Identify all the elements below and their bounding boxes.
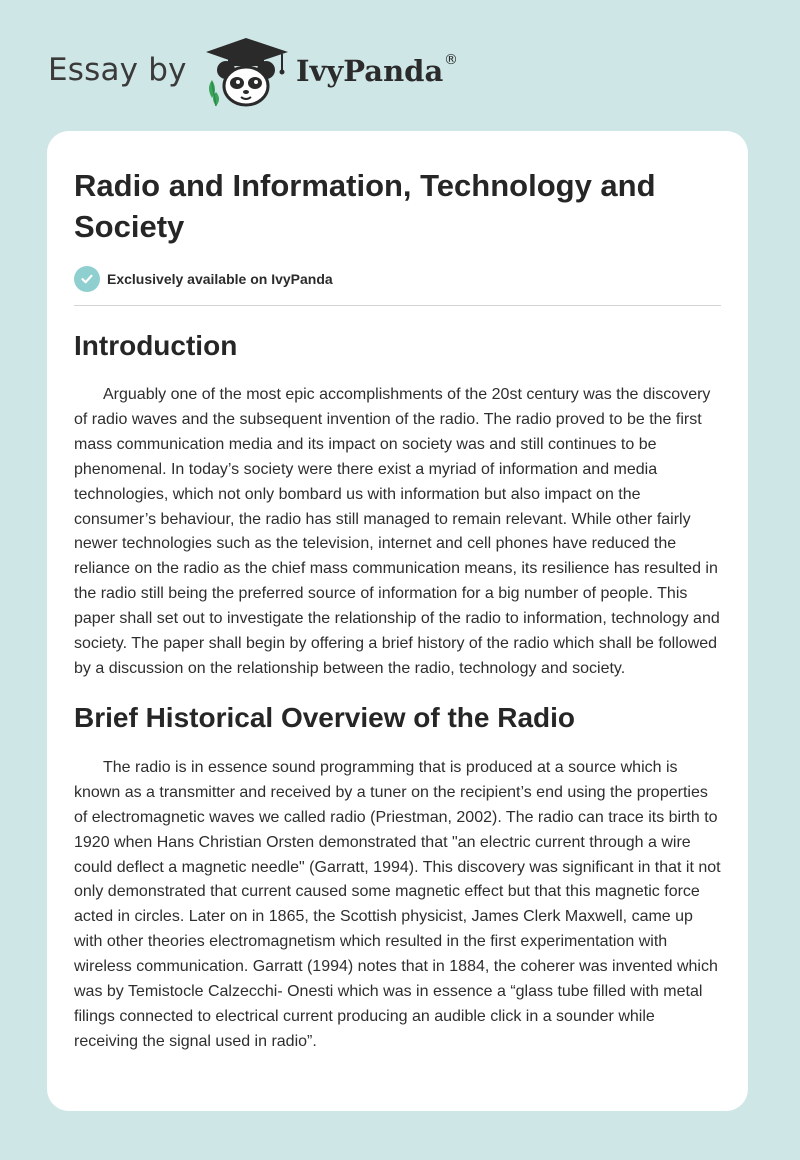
section-body-historical-overview: The radio is in essence sound programming that is produced at a source which is known as a transmitter and received by a tuner on the recipient’s end using the properties of electromagnetic waves we called radio (Priestman, 2002). The radio can trace its birth to 1920 when Hans Christian Orsten demonstrated that "an electric current through a wire could deflect a magnetic needle" (Garratt, 1994). This discovery was significant in that it not only demonstrated that current caused some magnetic effect but that this magnetic force acted in circles. Later on in 1865, the Scottish physicist, James Clerk Maxwell, came up with other theories electromagnetism which resulted in the first experimentation with wireless communication. Garratt (1994) notes that in 1884, the coherer was invented which was by Temistocle Calzecchi- Onesti which was in essence a “glass tube filled with metal filings connected to electrical current producing an audible click in a sounder while receiving the signal used in radio”. bbox=[74, 758, 721, 1050]
section-heading-introduction: Introduction bbox=[74, 330, 238, 361]
essay-card bbox=[47, 131, 748, 1111]
site-header bbox=[0, 0, 800, 130]
title-divider bbox=[74, 305, 721, 306]
section-body-introduction: Arguably one of the most epic accomplishments of the 20st century was the discovery of radio waves and the subsequent invention of the radio. The radio proved to be the first mass communication media and its impact on society was and still continues to be phenomenal. In today’s society were there exist a myriad of information and media technologies, which not only bombard us with information but also impact on the consumer’s behaviour, the radio has still managed to remain relevant. While other fairly newer technologies such as the television, internet and cell phones have reduced the reliance on the radio as the chief mass communication means, its resilience has resulted in the radio still being the preferred source of information for a big number of people. This paper shall set out to investigate the relationship of the radio to information, technology and society. The paper shall begin by offering a brief history of the radio which shall be followed by a discussion on the relationship between the radio, technology and society. bbox=[74, 386, 720, 677]
brand-prefix: Essay by bbox=[48, 52, 187, 88]
panda-graduate-logo-icon[interactable] bbox=[202, 36, 292, 108]
registered-mark: ® bbox=[444, 52, 458, 68]
exclusive-badge-text: Exclusively available on IvyPanda bbox=[107, 270, 333, 287]
essay-title: Radio and Information, Technology and Society bbox=[74, 168, 656, 244]
brand-name[interactable]: IvyPanda bbox=[296, 54, 444, 88]
section-heading-historical-overview: Brief Historical Overview of the Radio bbox=[74, 701, 576, 733]
exclusive-badge bbox=[74, 265, 721, 292]
checkmark-icon bbox=[74, 266, 100, 292]
